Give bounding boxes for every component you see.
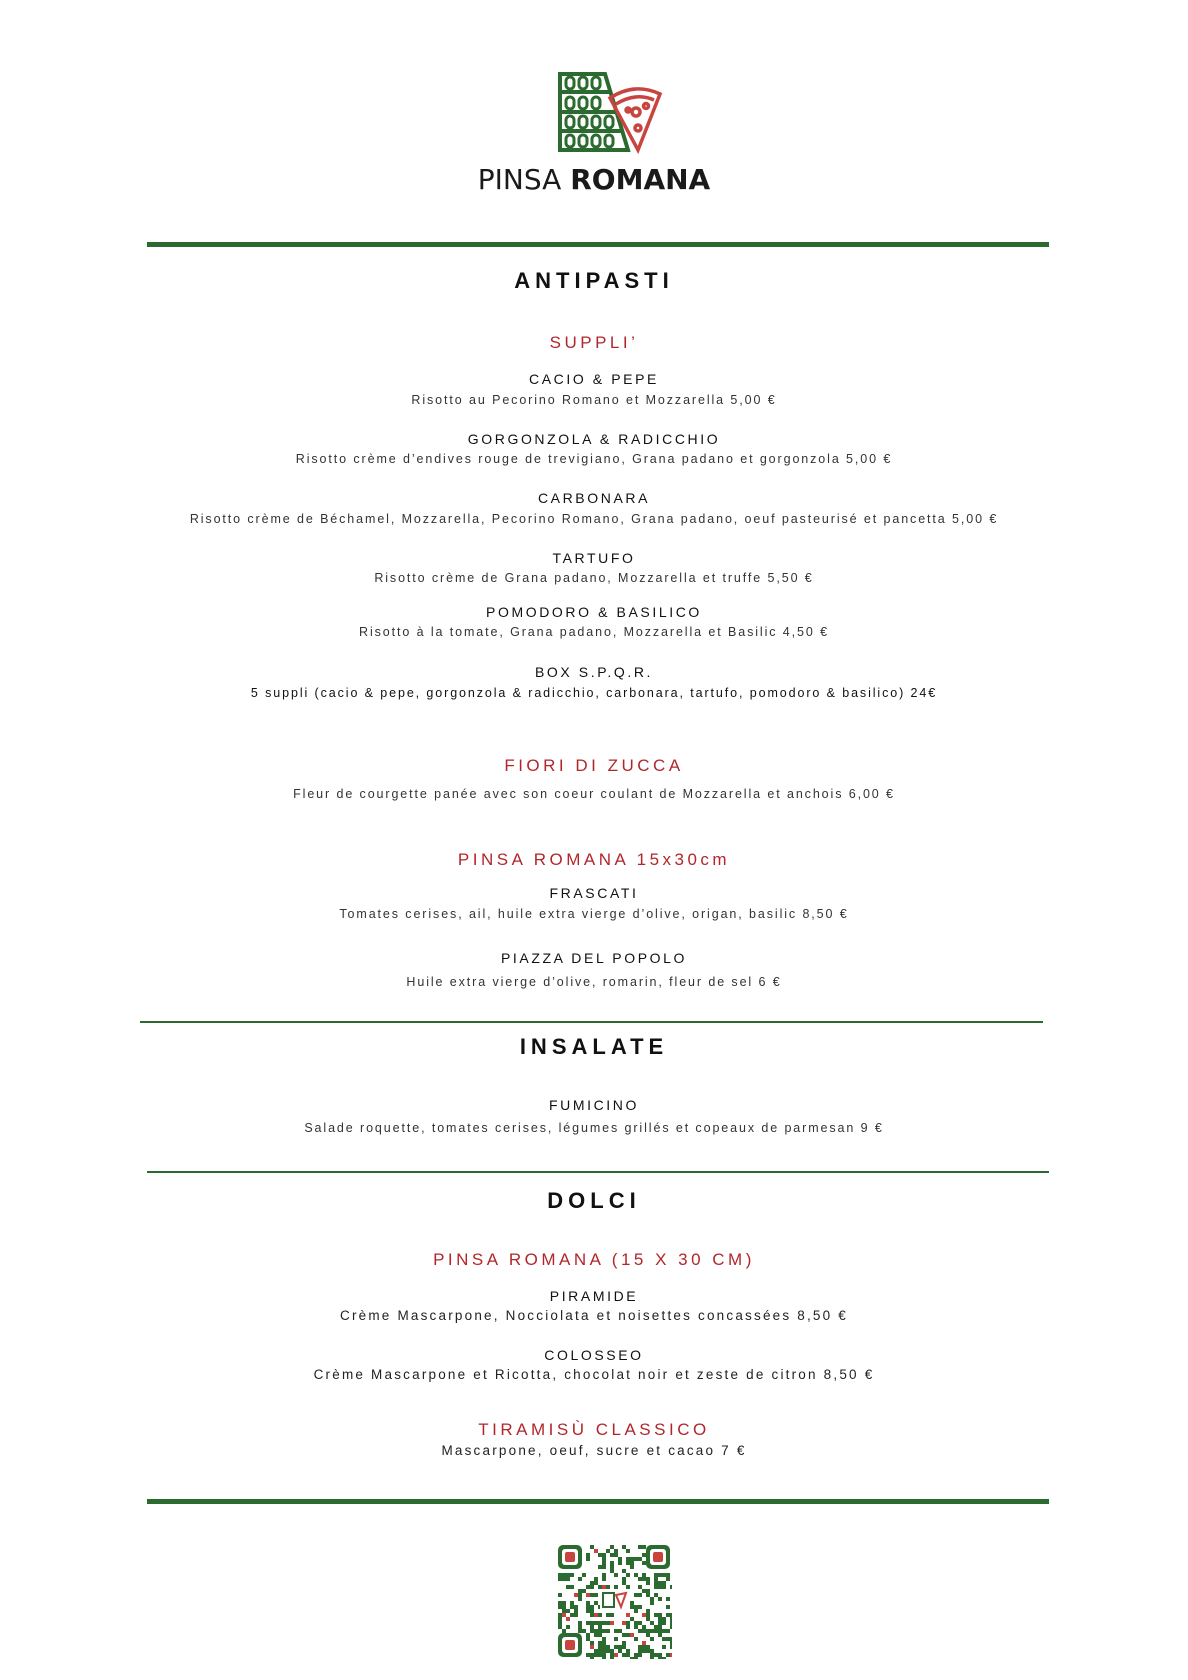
menu-item-desc: Tomates cerises, ail, huile extra vierge d’olive, origan, basilic 8,50 € <box>339 907 849 921</box>
section-title-antipasti: ANTIPASTI <box>514 268 674 293</box>
brand-name-light: PINSA <box>477 163 562 196</box>
menu-item-name: COLOSSEO <box>544 1347 644 1363</box>
menu-item-desc: Crème Mascarpone, Nocciolata et noisettes concassées 8,50 € <box>340 1308 848 1323</box>
menu-item-desc: Risotto crème d’endives rouge de trevigiano, Grana padano et gorgonzola 5,00 € <box>295 452 893 466</box>
menu-item-name: CARBONARA <box>537 490 651 506</box>
menu-item-name: TARTUFO <box>552 550 636 566</box>
menu-item-desc: Risotto crème de Béchamel, Mozzarella, Pecorino Romano, Grana padano, oeuf pasteurisé et pancetta 5,00 € <box>189 512 999 526</box>
bottom-divider <box>147 1499 1049 1504</box>
menu-item-name: CACIO & PEPE <box>528 371 659 387</box>
menu-item-desc: Huile extra vierge d’olive, romarin, fleur de sel 6 € <box>406 975 782 989</box>
qr-code-icon <box>556 1543 672 1659</box>
menu-item-desc: Fleur de courgette panée avec son coeur coulant de Mozzarella et anchois 6,00 € <box>293 787 895 801</box>
divider-dolci <box>147 1171 1049 1173</box>
menu-item-desc: Crème Mascarpone et Ricotta, chocolat noir et zeste de citron 8,50 € <box>313 1367 875 1382</box>
subsection-title-suppli: SUPPLI’ <box>549 333 639 352</box>
menu-item-desc: Risotto crème de Grana padano, Mozzarella et truffe 5,50 € <box>374 571 814 585</box>
menu-item-desc: Mascarpone, oeuf, sucre et cacao 7 € <box>441 1443 747 1458</box>
menu-item-desc: Salade roquette, tomates cerises, légumes grillés et copeaux de parmesan 9 € <box>304 1121 884 1135</box>
colosseum-pizza-logo-icon <box>480 70 740 165</box>
subsection-title-pinsa: PINSA ROMANA 15x30cm <box>457 850 731 869</box>
menu-item-name: FUMICINO <box>548 1097 639 1113</box>
top-divider <box>147 242 1049 247</box>
menu-item-desc: Risotto à la tomate, Grana padano, Mozzarella et Basilic 4,50 € <box>359 625 829 639</box>
subsection-title-pinsa-dolci: PINSA ROMANA (15 X 30 CM) <box>433 1250 755 1269</box>
subsection-title-tiramisu: TIRAMISÙ CLASSICO <box>478 1420 710 1439</box>
menu-item-name: FRASCATI <box>549 885 639 901</box>
divider-insalate <box>140 1021 1043 1023</box>
brand-name-bold: ROMANA <box>570 163 711 196</box>
qr-code[interactable] <box>556 1543 672 1659</box>
subsection-title-fiori: FIORI DI ZUCCA <box>504 756 684 775</box>
menu-item-name: PIRAMIDE <box>549 1288 639 1304</box>
brand-name <box>0 163 1188 196</box>
menu-item-name: POMODORO & BASILICO <box>486 604 702 620</box>
menu-item-name: GORGONZOLA & RADICCHIO <box>467 431 721 447</box>
menu-item-desc: Risotto au Pecorino Romano et Mozzarella 5,00 € <box>411 393 777 407</box>
menu-item-name: BOX S.P.Q.R. <box>534 664 654 680</box>
section-title-insalate: INSALATE <box>519 1034 669 1059</box>
menu-item-desc: 5 suppli (cacio & pepe, gorgonzola & radicchio, carbonara, tartufo, pomodoro & basilico) 24€ <box>250 686 938 700</box>
menu-item-name: PIAZZA DEL POPOLO <box>500 950 688 966</box>
section-title-dolci: DOLCI <box>547 1188 641 1213</box>
